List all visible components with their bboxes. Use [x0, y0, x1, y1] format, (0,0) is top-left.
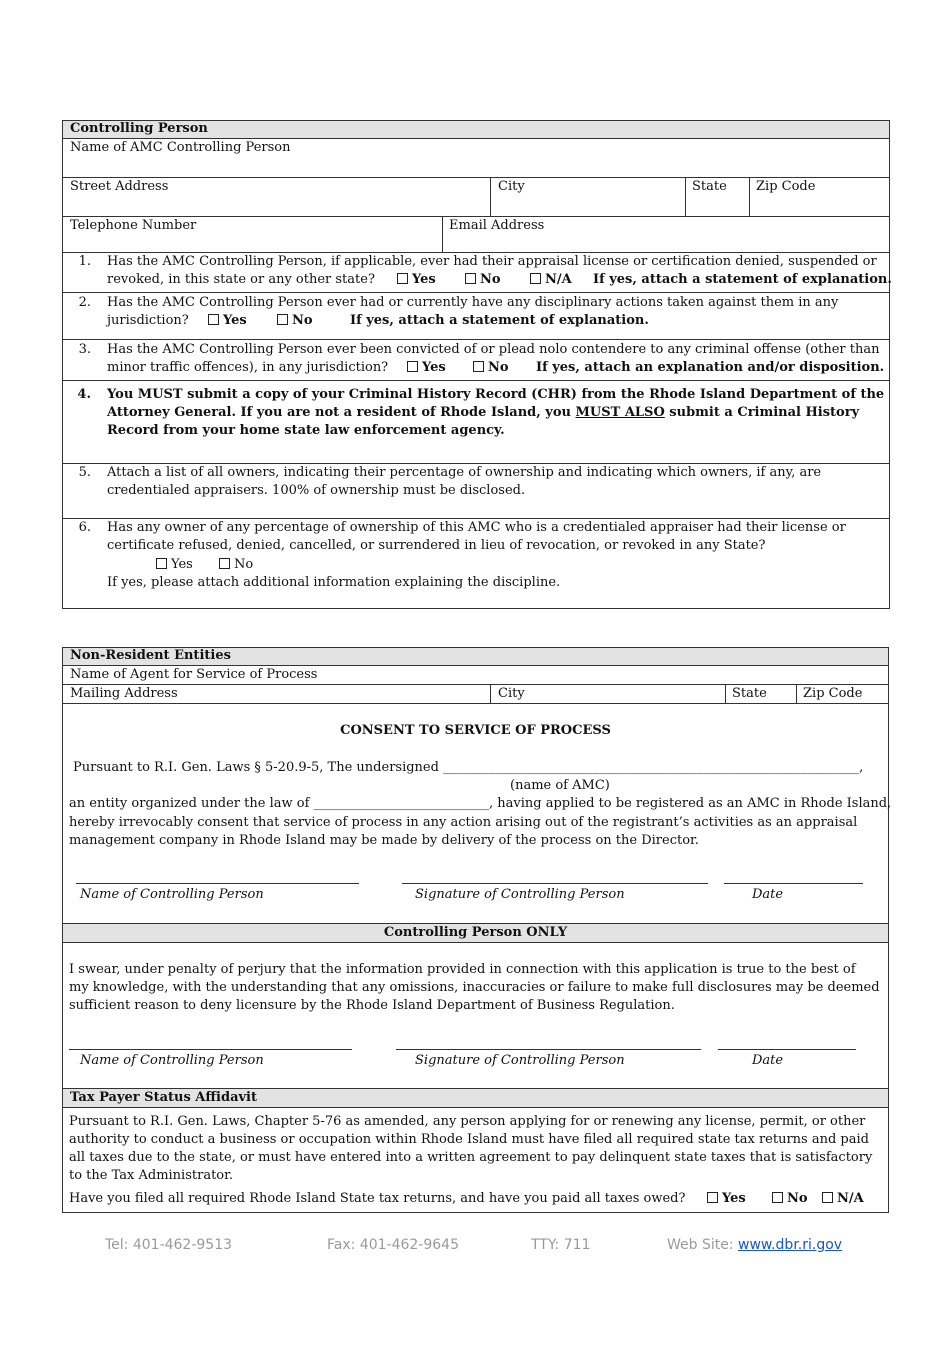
perjury-signature-caption: Signature of Controlling Person [415, 1053, 625, 1068]
footer-fax: Fax: 401-462-9645 [327, 1237, 459, 1253]
perjury-date-caption: Date [752, 1053, 784, 1068]
consent-date-line[interactable] [724, 883, 863, 884]
question-5-text: Attach a list of all owners, indicating their percentage of ownership and indicating which owners, if any, are [107, 465, 822, 480]
question-1-number: 1. [78, 254, 91, 269]
q3-no-label: No [488, 360, 509, 375]
tax-yes-checkbox[interactable] [707, 1190, 746, 1208]
email-address-field[interactable]: Email Address [449, 218, 545, 233]
consent-line-1: Pursuant to R.I. Gen. Laws § 5-20.9-5, The undersigned ________________________________________________________________, [73, 760, 864, 775]
question-5-number: 5. [78, 465, 91, 480]
question-3-number: 3. [78, 342, 91, 357]
q1-na-label: N/A [545, 272, 572, 287]
q6-yes-checkbox[interactable] [156, 556, 193, 574]
question-3-text-cont: minor traffic offences), in any jurisdiction? [107, 360, 389, 375]
non-resident-heading: Non-Resident Entities [70, 648, 231, 663]
q2-no-checkbox[interactable] [277, 312, 313, 330]
q1-yes-checkbox[interactable] [397, 271, 436, 289]
perjury-name-line[interactable] [69, 1049, 352, 1050]
q1-instruction: If yes, attach a statement of explanation. [593, 272, 892, 287]
consent-title: CONSENT TO SERVICE OF PROCESS [340, 723, 611, 738]
telephone-number-field[interactable]: Telephone Number [70, 218, 197, 233]
tax-yes-label: Yes [722, 1191, 746, 1206]
question-6-followup: If yes, please attach additional information explaining the discipline. [107, 575, 561, 590]
controlling-person-heading: Controlling Person [70, 121, 208, 136]
q3-yes-checkbox[interactable] [407, 359, 446, 377]
question-2-text: Has the AMC Controlling Person ever had or currently have any disciplinary actions taken against them in any [107, 295, 839, 310]
tax-line-4: to the Tax Administrator. [69, 1168, 234, 1183]
question-4-text: You MUST submit a copy of your Criminal History Record (CHR) from the Rhode Island Department of the [107, 387, 885, 402]
consent-signature-caption: Signature of Controlling Person [415, 887, 625, 902]
perjury-line-2: my knowledge, with the understanding that any omissions, inaccuracies or failure to make full disclosures may be deemed [69, 980, 880, 995]
question-6-text-cont: certificate refused, denied, cancelled, or surrendered in lieu of revocation, or revoked in any State? [107, 538, 766, 553]
question-6-text: Has any owner of any percentage of ownership of this AMC who is a credentialed appraiser had their license or [107, 520, 846, 535]
q1-yes-label: Yes [412, 272, 436, 287]
consent-name-caption: Name of Controlling Person [80, 887, 264, 902]
perjury-date-line[interactable] [718, 1049, 856, 1050]
tax-na-checkbox[interactable] [822, 1190, 864, 1208]
question-2-text-cont: jurisdiction? [107, 313, 189, 328]
tax-no-label: No [787, 1191, 808, 1206]
q3-instruction: If yes, attach an explanation and/or disposition. [536, 360, 885, 375]
state-field[interactable]: State [692, 179, 727, 194]
nr-city-field[interactable]: City [498, 686, 525, 701]
perjury-name-caption: Name of Controlling Person [80, 1053, 264, 1068]
q1-na-checkbox[interactable] [530, 271, 572, 289]
q6-no-label: No [234, 557, 254, 572]
perjury-line-1: I swear, under penalty of perjury that the information provided in connection with this application is true to the best of [69, 962, 856, 977]
q2-instruction: If yes, attach a statement of explanation. [350, 313, 649, 328]
tax-question: Have you filed all required Rhode Island State tax returns, and have you paid all taxes owed? [69, 1191, 686, 1206]
footer-tel: Tel: 401-462-9513 [105, 1237, 233, 1253]
consent-line-2: an entity organized under the law of ___________________________, having applied to be registered as an AMC in Rhode Island, [69, 796, 892, 811]
consent-line-4: management company in Rhode Island may be made by delivery of the process on the Director. [69, 833, 699, 848]
q1-no-label: No [480, 272, 501, 287]
tax-line-2: authority to conduct a business or occupation within Rhode Island must have filed all required state tax returns and paid [69, 1132, 869, 1147]
tax-na-label: N/A [837, 1191, 864, 1206]
amc-controlling-person-name-field[interactable]: Name of AMC Controlling Person [70, 140, 291, 155]
question-4-text-end: Record from your home state law enforcement agency. [107, 423, 505, 438]
consent-signature-line[interactable] [402, 883, 708, 884]
q6-yes-label: Yes [171, 557, 193, 572]
nr-state-field[interactable]: State [732, 686, 767, 701]
tax-heading: Tax Payer Status Affidavit [70, 1090, 258, 1105]
zip-code-field[interactable]: Zip Code [756, 179, 816, 194]
question-4-text-cont: Attorney General. If you are not a resident of Rhode Island, you MUST ALSO submit a Criminal History [107, 405, 860, 420]
consent-date-caption: Date [752, 887, 784, 902]
question-3-text: Has the AMC Controlling Person ever been convicted of or plead nolo contendere to any criminal offense (other than [107, 342, 880, 357]
nr-zip-code-field[interactable]: Zip Code [803, 686, 863, 701]
q2-yes-checkbox[interactable] [208, 312, 247, 330]
question-2-number: 2. [78, 295, 91, 310]
question-1-text-cont: revoked, in this state or any other state? [107, 272, 375, 287]
perjury-signature-line[interactable] [396, 1049, 701, 1050]
question-4-number: 4. [77, 387, 91, 402]
q2-yes-label: Yes [223, 313, 247, 328]
tax-line-1: Pursuant to R.I. Gen. Laws, Chapter 5-76 as amended, any person applying for or renewing any license, permit, or other [69, 1114, 866, 1129]
street-address-field[interactable]: Street Address [70, 179, 169, 194]
tax-no-checkbox[interactable] [772, 1190, 808, 1208]
agent-for-service-field[interactable]: Name of Agent for Service of Process [70, 667, 318, 682]
footer-web-label: Web Site: [667, 1237, 739, 1253]
consent-amc-note: (name of AMC) [510, 778, 610, 793]
footer-website [667, 1236, 842, 1254]
q6-no-checkbox[interactable] [219, 556, 253, 574]
city-field[interactable]: City [498, 179, 525, 194]
q3-no-checkbox[interactable] [473, 359, 509, 377]
consent-name-line[interactable] [76, 883, 359, 884]
question-6-number: 6. [78, 520, 91, 535]
mailing-address-field[interactable]: Mailing Address [70, 686, 178, 701]
tax-line-3: all taxes due to the state, or must have entered into a written agreement to pay delinquent state taxes that is satisfactory [69, 1150, 873, 1165]
footer-tty: TTY: 711 [531, 1237, 591, 1253]
consent-line-3: hereby irrevocably consent that service of process in any action arising out of the registrant’s activities as an appraisal [69, 815, 858, 830]
website-link[interactable]: www.dbr.ri.gov [738, 1237, 843, 1253]
must-also-emphasis: MUST ALSO [575, 405, 665, 420]
perjury-line-3: sufficient reason to deny licensure by the Rhode Island Department of Business Regulation. [69, 998, 675, 1013]
q2-no-label: No [292, 313, 313, 328]
question-1-text: Has the AMC Controlling Person, if applicable, ever had their appraisal license or certification denied, suspended or [107, 254, 877, 269]
controlling-only-heading: Controlling Person ONLY [383, 925, 568, 940]
question-5-text-cont: credentialed appraisers. 100% of ownership must be disclosed. [107, 483, 526, 498]
q1-no-checkbox[interactable] [465, 271, 501, 289]
q3-yes-label: Yes [422, 360, 446, 375]
